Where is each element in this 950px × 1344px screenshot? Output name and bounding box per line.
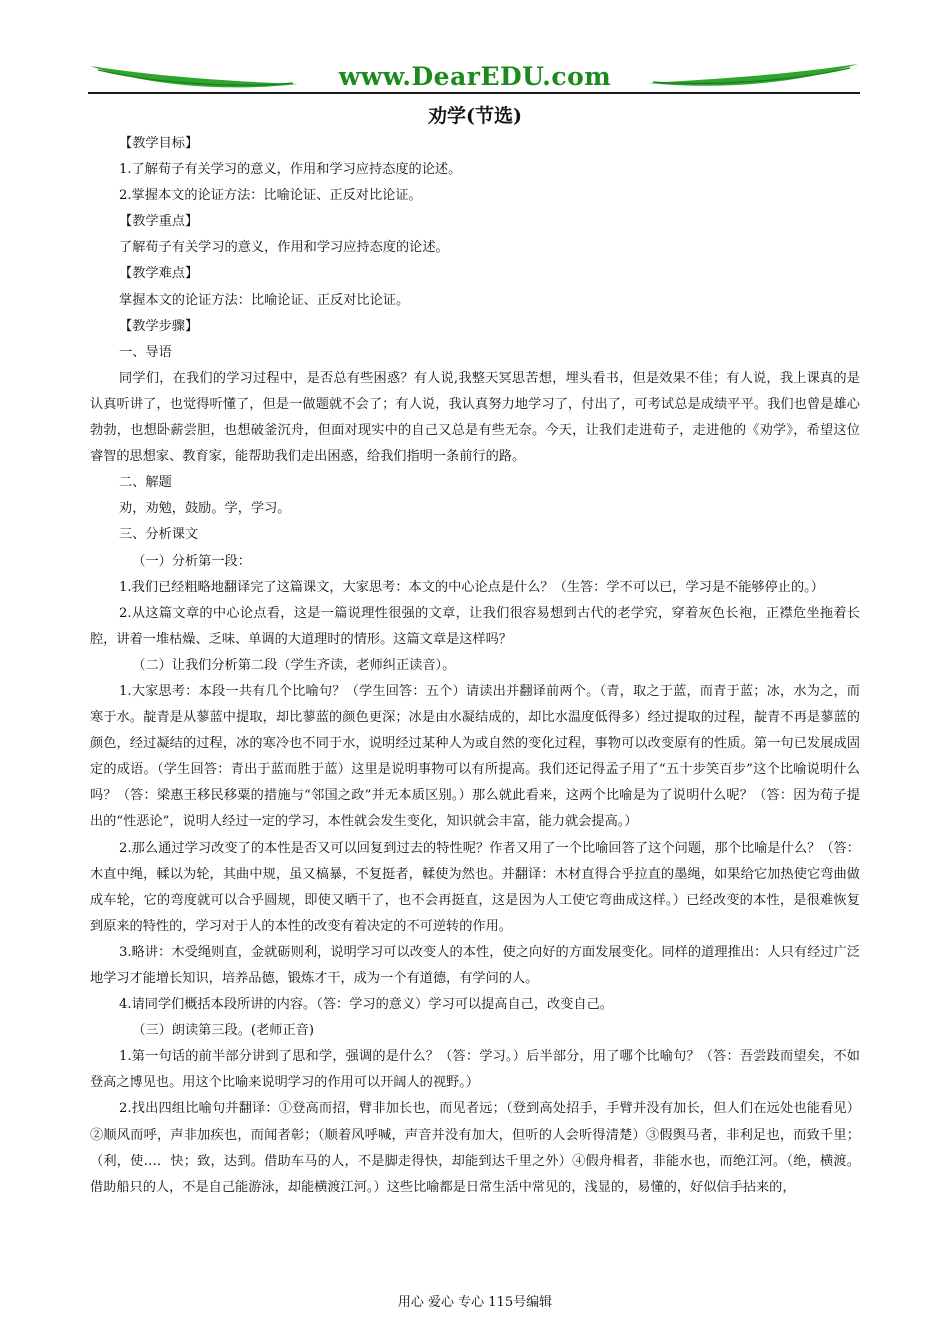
section-heading: 【教学难点】 [119,266,199,282]
paragraph: 1.第一句话的前半部分讲到了思和学，强调的是什么？（答：学习。）后半部分，用了哪个比喻句？（答：吾尝跂而望矣，不如登高之博见也。用这个比喻来说明学习的作用可以开阔人的视野。） [90,1049,860,1091]
paragraph: 1.了解荀子有关学习的意义，作用和学习应持态度的论述。 [119,162,462,178]
paragraph: 2.从这篇文章的中心论点看，这是一篇说理性很强的文章，让我们很容易想到古代的老学究，穿着灰色长袍，正襟危坐拖着长腔，讲着一堆枯燥、乏味、单调的大道理时的情形。这篇文章是这样吗？ [90,605,860,647]
paragraph: 4.请同学们概括本段所讲的内容。（答：学习的意义）学习可以提高自己，改变自己。 [119,997,613,1013]
page-title: 劝学(节选) [428,105,522,127]
section-heading: 【教学步骤】 [119,318,199,334]
site-logo: www.DearEDU.com [338,62,612,91]
subsection-heading: （三）朗读第三段。(老师正音) [132,1023,314,1039]
section-heading: 【教学目标】 [119,136,199,151]
section-heading: 【教学重点】 [119,214,199,230]
paragraph: 3.略讲：木受绳则直，金就砺则利，说明学习可以改变人的本性，使之向好的方面发展变化。同样的道理推出：人只有经过广泛地学习才能增长知识，培养品德，锻炼才干，成为一个有道德，有学问的人。 [90,944,860,986]
document-body [90,131,860,1201]
paragraph: 2.掌握本文的论证方法：比喻论证、正反对比论证。 [119,188,422,204]
paragraph: 同学们，在我们的学习过程中，是否总有些困惑？有人说,我整天冥思苦想，埋头看书，但是效果不佳；有人说，我上课真的是认真听讲了，也觉得听懂了，但是一做题就不会了；有人说，我认真努力地学习了，付出了，可考试总是成绩平平。我们也曾是雄心勃勃，也想卧薪尝胆，也想破釜沉舟，但面对现实中的自己又总是有些无奈。今天，让我们走进荀子，走进他的《劝学》，希望这位睿智的思想家、教育家，能帮助我们走出困惑，给我们指明一条前行的路。 [90,370,860,465]
paragraph: 1.我们已经粗略地翻译完了这篇课文，大家思考：本文的中心论点是什么？（生答：学不可以已，学习是不能够停止的。） [119,579,824,595]
subsection-heading: 一、导语 [119,344,172,360]
subsection-heading: 三、分析课文 [119,527,199,543]
paragraph: 掌握本文的论证方法：比喻论证、正反对比论证。 [119,292,410,308]
subsection-heading: （二）让我们分析第二段（学生齐读，老师纠正读音）。 [132,657,456,673]
paragraph: 1.大家思考：本段一共有几个比喻句？（学生回答：五个）请读出并翻译前两个。（青，取之于蓝，而青于蓝；冰，水为之，而寒于水。靛青是从蓼蓝中提取，却比蓼蓝的颜色更深；冰是由水凝结成的，却比水温度低得多）经过提取的过程，靛青不再是蓼蓝的颜色，经过凝结的过程，冰的寒冷也不同于水，说明经过某种人为或自然的变化过程，事物可以改变原有的性质。第一句已发展成固定的成语。（学生回答：青出于蓝而胜于蓝）这里是说明事物可以有所提高。我们还记得孟子用了“五十步笑百步”这个比喻说明什么吗？（答：梁惠王移民移粟的措施与“邻国之政”并无本质区别。）那么就此看来，这两个比喻是为了说明什么呢？（答：因为荀子提出的“性恶论”，说明人经过一定的学习，本性就会发生变化，知识就会丰富，能力就会提高。） [90,683,860,830]
paragraph: 2.那么通过学习改变了的本性是否又可以回复到过去的特性呢？作者又用了一个比喻回答了这个问题，那个比喻是什么？（答：木直中绳，輮以为轮，其曲中规，虽又槁暴，不复挺者，輮使为然也。并翻译：木材直得合乎拉直的墨绳，如果给它加热使它弯曲做成车轮，它的弯度就可以合乎圆规，即使又晒干了，也不会再挺直，这是因为人工使它弯曲成这样。）已经改变的本性，是很难恢复到原来的特性的，学习对于人的本性的改变有着决定的不可逆转的作用。 [90,840,860,934]
subsection-heading: （一）分析第一段： [132,553,251,569]
header-rule [88,92,860,94]
paragraph: 了解荀子有关学习的意义，作用和学习应持态度的论述。 [119,240,449,256]
paragraph: 2.找出四组比喻句并翻译：①登高而招，臂非加长也，而见者远；（登到高处招手，手臂并没有加长，但人们在远处也能看见）②顺风而呼，声非加疾也，而闻者彰；（顺着风呼喊，声音并没有加大，但听的人会听得清楚）③假舆马者，非利足也，而致千里；（利，使…．快；致，达到。借助车马的人，不是脚走得快，却能到达千里之外）④假舟楫者，非能水也，而绝江河。（绝，横渡。借助船只的人，不是自己能游泳，却能横渡江河。）这些比喻都是日常生活中常见的，浅显的，易懂的，好似信手拈来的， [90,1101,860,1195]
subsection-heading: 二、解题 [119,475,172,491]
page-footer: 用心 爱心 专心 115号编辑 [397,1295,553,1310]
paragraph: 劝，劝勉，鼓励。学，学习。 [119,501,291,517]
